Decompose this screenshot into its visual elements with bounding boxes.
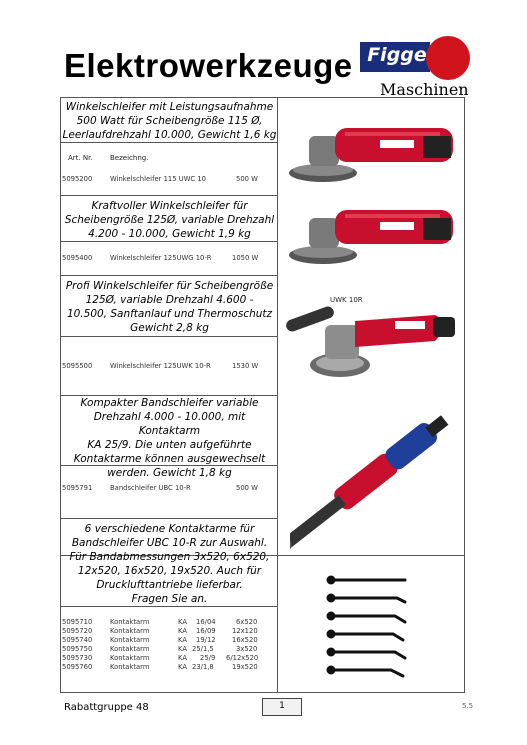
desc-line: KA 25/9. Die unten aufgeführte bbox=[87, 439, 252, 451]
page-number-box bbox=[262, 698, 302, 716]
image-label: UWK 10R bbox=[330, 296, 363, 304]
divider bbox=[60, 195, 277, 196]
discount-group: Rabattgruppe 48 bbox=[64, 702, 149, 713]
section-number: 5.5 bbox=[462, 702, 474, 710]
item-code: 25/9 bbox=[200, 654, 216, 662]
figge-logo bbox=[360, 36, 480, 102]
kontaktarm-set-image bbox=[325, 572, 415, 682]
angle-grinder-125-image bbox=[285, 200, 460, 270]
belt-sander-image bbox=[290, 405, 460, 550]
divider bbox=[60, 518, 277, 519]
desc-line: Gewicht 2,8 kg bbox=[130, 322, 209, 334]
desc-line: Kontaktarme können ausgewechselt bbox=[73, 453, 266, 465]
divider bbox=[60, 275, 277, 276]
desc-line: Bandschleifer UBC 10-R zur Auswahl. bbox=[71, 537, 268, 549]
article-number: 5095750 bbox=[62, 645, 93, 653]
item-ka: KA bbox=[178, 618, 187, 626]
item-code: 16/09 bbox=[196, 627, 216, 635]
item-name: Kontaktarm bbox=[110, 645, 150, 653]
divider bbox=[60, 606, 277, 607]
section-2-description bbox=[62, 199, 277, 241]
desc-line: Drucklufttantriebe lieferbar. bbox=[96, 579, 243, 591]
page-title: Elektrowerkzeuge bbox=[64, 47, 353, 84]
column-header-art-nr: Art. Nr. bbox=[68, 154, 93, 162]
article-number: 5095400 bbox=[62, 254, 93, 262]
item-name: Kontaktarm bbox=[110, 627, 150, 635]
angle-grinder-115-image bbox=[285, 118, 460, 188]
article-number: 5095760 bbox=[62, 663, 93, 671]
article-number: 5095200 bbox=[62, 175, 93, 183]
product-power: 500 W bbox=[236, 484, 258, 492]
item-name: Kontaktarm bbox=[110, 654, 150, 662]
desc-line: 6 verschiedene Kontaktarme für bbox=[84, 523, 255, 535]
item-code: 16/04 bbox=[196, 618, 216, 626]
item-size: 19x520 bbox=[232, 663, 258, 671]
item-size: 3x520 bbox=[236, 645, 258, 653]
product-power: 1050 W bbox=[232, 254, 259, 262]
article-number: 5095791 bbox=[62, 484, 93, 492]
desc-line: Kompakter Bandschleifer variable bbox=[80, 397, 259, 409]
section-4-description bbox=[62, 396, 277, 480]
divider bbox=[60, 336, 277, 337]
article-number: 5095500 bbox=[62, 362, 93, 370]
item-ka: KA bbox=[178, 627, 187, 635]
desc-line: Drehzahl 4.000 - 10.000, mit Kontaktarm bbox=[93, 411, 246, 437]
product-name: Winkelschleifer 125UWK 10-R bbox=[110, 362, 211, 370]
item-ka: KA bbox=[178, 636, 187, 644]
article-number: 5095710 bbox=[62, 618, 93, 626]
desc-line: 500 Watt für Scheibengröße 115 Ø, bbox=[76, 115, 263, 127]
desc-line: 125Ø, variable Drehzahl 4.600 - bbox=[85, 294, 254, 306]
desc-line: Kraftvoller Winkelschleifer für bbox=[91, 200, 248, 212]
item-size: 16x520 bbox=[232, 636, 258, 644]
page-number: 1 bbox=[279, 701, 285, 711]
item-size: 12x120 bbox=[232, 627, 258, 635]
divider bbox=[60, 241, 277, 242]
item-ka: KA bbox=[178, 645, 187, 653]
product-name: Bandschleifer UBC 10-R bbox=[110, 484, 191, 492]
item-code: 23/1,8 bbox=[192, 663, 214, 671]
logo-subtitle: Maschinen bbox=[380, 80, 469, 99]
column-divider bbox=[277, 97, 278, 693]
divider bbox=[60, 142, 277, 143]
angle-grinder-uwk-image bbox=[285, 305, 460, 385]
product-power: 1530 W bbox=[232, 362, 259, 370]
article-number: 5095720 bbox=[62, 627, 93, 635]
item-code: 19/12 bbox=[196, 636, 216, 644]
desc-line: Für Bandabmessungen 3x520, 6x520, bbox=[69, 551, 270, 563]
logo-word: Figge bbox=[367, 44, 427, 66]
desc-line: Winkelschleifer mit Leistungsaufnahme bbox=[65, 101, 274, 113]
product-name: Winkelschleifer 115 UWC 10 bbox=[110, 175, 206, 183]
article-number: 5095740 bbox=[62, 636, 93, 644]
article-number: 5095730 bbox=[62, 654, 93, 662]
column-header-bezeichnung: Bezeichng. bbox=[110, 154, 149, 162]
item-name: Kontaktarm bbox=[110, 618, 150, 626]
desc-line: 4.200 - 10.000, Gewicht 1,9 kg bbox=[88, 228, 251, 240]
item-size: 6/12x520 bbox=[226, 654, 259, 662]
item-ka: KA bbox=[178, 654, 187, 662]
item-name: Kontaktarm bbox=[110, 636, 150, 644]
logo-circle bbox=[426, 36, 470, 80]
desc-line: Fragen Sie an. bbox=[131, 593, 208, 605]
desc-line: 10.500, Sanftanlauf und Thermoschutz bbox=[66, 308, 273, 320]
desc-line: 12x520, 16x520, 19x520. Auch für bbox=[77, 565, 262, 577]
section-5-description bbox=[62, 522, 277, 606]
item-name: Kontaktarm bbox=[110, 663, 150, 671]
product-name: Winkelschleifer 125UWG 10-R bbox=[110, 254, 212, 262]
desc-line: Scheibengröße 125Ø, variable Drehzahl bbox=[64, 214, 275, 226]
item-size: 6x520 bbox=[236, 618, 258, 626]
section-1-description bbox=[62, 100, 277, 142]
item-code: 25/1,5 bbox=[192, 645, 214, 653]
item-ka: KA bbox=[178, 663, 187, 671]
desc-line: Profi Winkelschleifer für Scheibengröße bbox=[65, 280, 274, 292]
desc-line: Leerlaufdrehzahl 10.000, Gewicht 1,6 kg bbox=[62, 129, 277, 141]
product-power: 500 W bbox=[236, 175, 258, 183]
desc-line: werden. Gewicht 1,8 kg bbox=[107, 467, 232, 479]
section-3-description bbox=[62, 279, 277, 335]
